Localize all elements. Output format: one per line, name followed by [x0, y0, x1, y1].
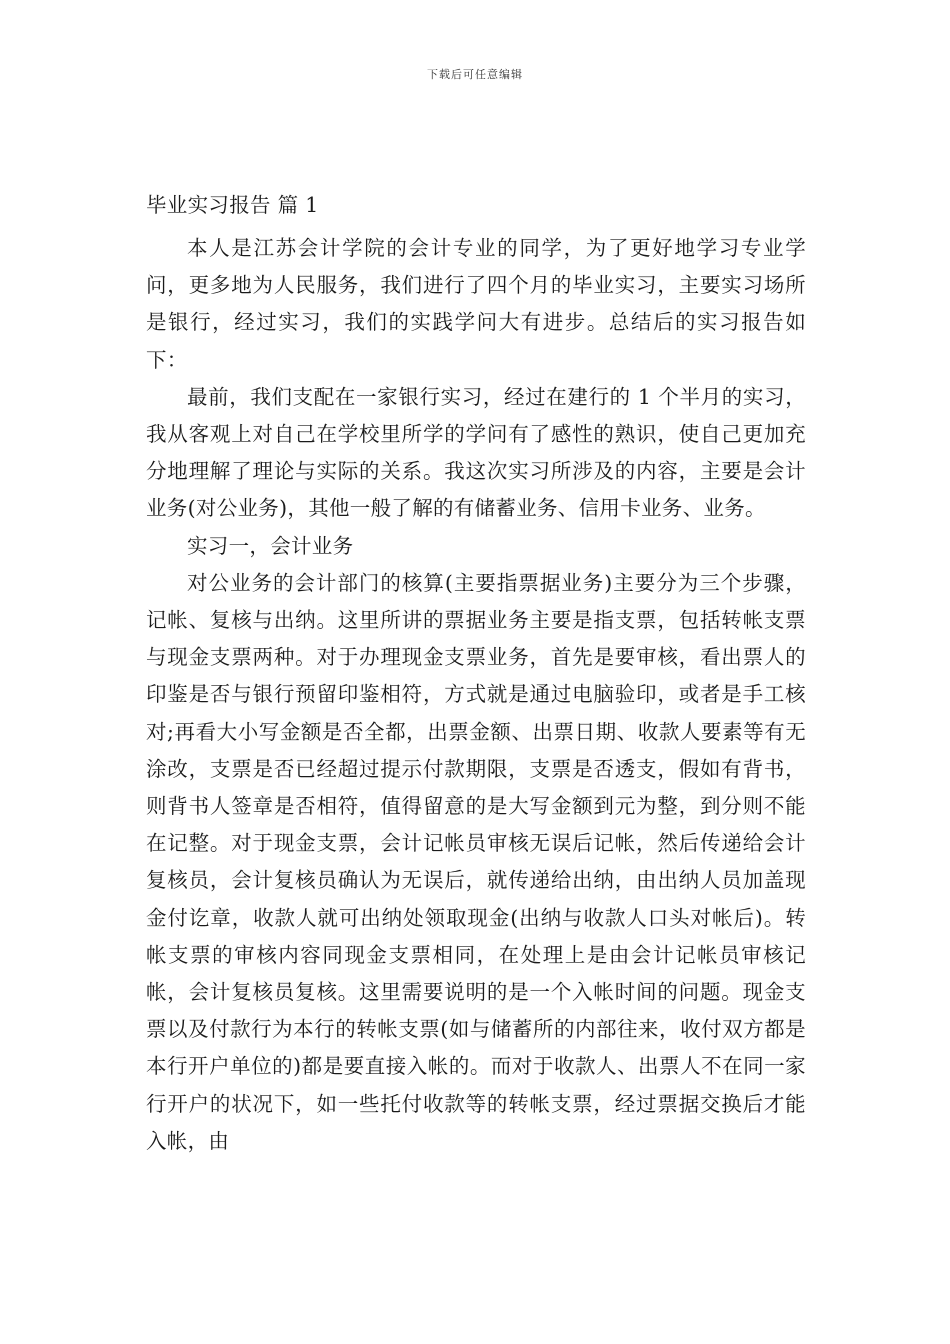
paragraph-bank-internship: 最前，我们支配在一家银行实习，经过在建行的 1 个半月的实习，我从客观上对自己在学校里所学的学问有了感性的熟识，使自己更加充分地理解了理论与实际的关系。我这次实习所涉及的内容，主要是会计业务(对公业务)，其他一般了解的有储蓄业务、信用卡业务、业务。 [146, 384, 806, 521]
document-title: 毕业实习报告 篇 1 [146, 193, 319, 217]
page-header-note: 下载后可任意编辑 [427, 68, 523, 81]
document-body [146, 186, 806, 1160]
paragraph-accounting-process: 对公业务的会计部门的核算(主要指票据业务)主要分为三个步骤，记帐、复核与出纳。这里所讲的票据业务主要是指支票，包括转帐支票与现金支票两种。对于办理现金支票业务，首先是要审核，看出票人的印鉴是否与银行预留印鉴相符，方式就是通过电脑验印，或者是手工核对;再看大小写金额是否全都，出票金额、出票日期、收款人要素等有无涂改，支票是否已经超过提示付款期限，支票是否透支，假如有背书，则背书人签章是否相符，值得留意的是大写金额到元为整，到分则不能在记整。对于现金支票，会计记帐员审核无误后记帐，然后传递给会计复核员，会计复核员确认为无误后，就传递给出纳，由出纳人员加盖现金付讫章，收款人就可出纳处领取现金(出纳与收款人口头对帐后)。转帐支票的审核内容同现金支票相同，在处理上是由会计记帐员审核记帐，会计复核员复核。这里需要说明的是一个入帐时间的问题。现金支票以及付款行为本行的转帐支票(如与储蓄所的内部往来，收付双方都是本行开户单位的)都是要直接入帐的。而对于收款人、出票人不在同一家行开户的状况下，如一些托付收款等的转帐支票，经过票据交换后才能入帐，由 [146, 570, 806, 1153]
paragraph-intro: 本人是江苏会计学院的会计专业的同学，为了更好地学习专业学问，更多地为人民服务，我们进行了四个月的毕业实习，主要实习场所是银行，经过实习，我们的实践学问大有进步。总结后的实习报告如下： [146, 236, 806, 372]
section-heading-accounting: 实习一，会计业务 [187, 533, 354, 558]
